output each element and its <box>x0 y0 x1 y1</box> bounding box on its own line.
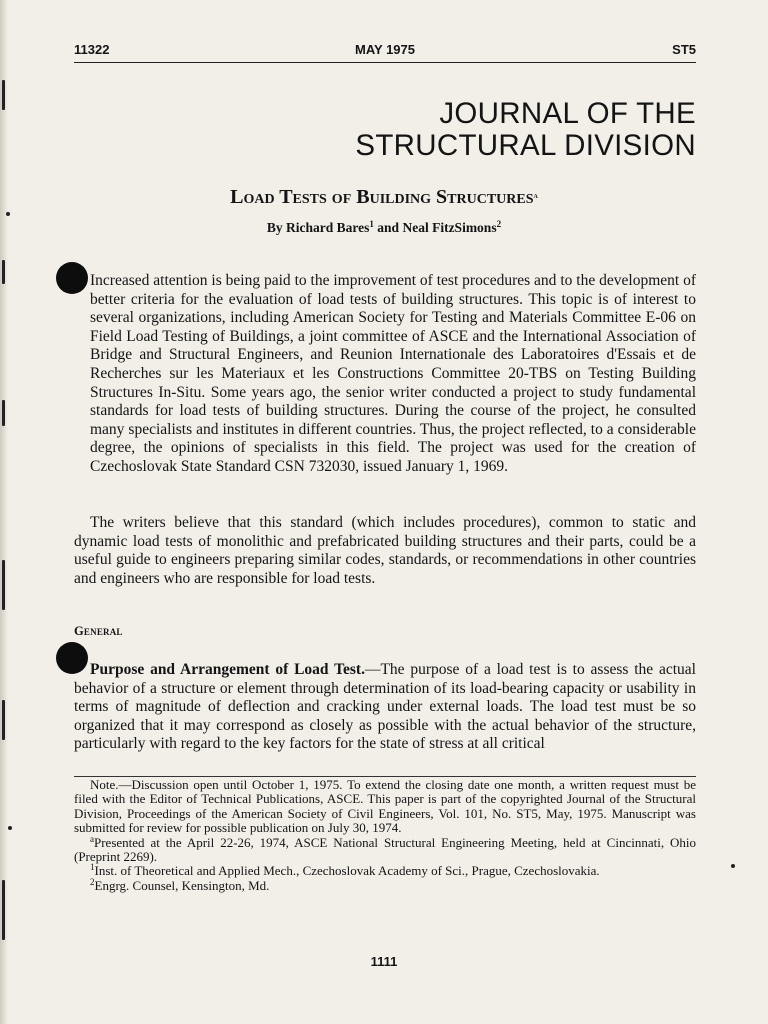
footnote-mark: 2 <box>90 876 95 887</box>
footnote-a <box>74 833 696 865</box>
body-paragraph <box>74 272 696 477</box>
footnote-1 <box>74 864 696 878</box>
paper-number: 11322 <box>74 42 110 57</box>
author-footnote-mark: 2 <box>496 219 502 229</box>
paragraph-text: The writers believe that this standard (which includes procedures), common to static and dynamic load tests of monolithic and prefabricated building structures and their parts, could be a useful guide to engineers preparing similar codes, standards, or recommendations in other countries and engineers who are responsible for load tests. <box>74 514 696 587</box>
paragraph-text: Increased attention is being paid to the improvement of test procedures and to the development of better criteria for the evaluation of load tests of building structures. This topic is of interest to several organizations, including American Society for Testing and Materials Committee E-06 on Field Load Testing of Buildings, a joint committee of ASCE and the International Association of Bridge and Structural Engineers, and Reunion Internationale des Laboratoires d'Essais et de Recherches sur les Materiaux et les Constructions Committee 20-TBS on Testing Building Structures In-Situ. Some years ago, the senior writer conducted a project to study fundamental standards for load tests of building structures. During the course of the project, he consulted many specialists and institutes in different countries. Thus, the project reflected, to a considerable degree, the opinions of specialists in this field. The project was used for the creation of Czechoslovak State Standard CSN 732030, issued January 1, 1969. <box>90 272 696 475</box>
byline-by: By <box>266 220 283 235</box>
section-heading: General <box>74 624 123 638</box>
scan-speck <box>8 826 12 830</box>
header-rule <box>74 62 696 63</box>
footnote-2 <box>74 876 696 893</box>
scan-edge-mark <box>2 80 5 110</box>
footnote-mark: a <box>90 833 94 844</box>
article-title-footnote-mark: a <box>533 190 538 200</box>
footnote-text: Inst. of Theoretical and Applied Mech., Czechoslovak Academy of Sci., Prague, Czechoslovakia. <box>94 863 600 879</box>
footnote-text: Engrg. Counsel, Kensington, Md. <box>94 877 270 893</box>
scan-edge-mark <box>2 880 5 940</box>
scan-speck <box>6 212 10 216</box>
scan-speck <box>731 864 735 868</box>
journal-title-line2: STRUCTURAL DIVISION <box>355 129 696 162</box>
author-footnote-mark: 1 <box>369 219 374 229</box>
run-in-heading: Purpose and Arrangement of Load Test. <box>90 661 365 678</box>
article-title <box>0 186 768 209</box>
page-number: 1111 <box>370 954 398 969</box>
scan-edge-shadow <box>0 0 8 1024</box>
body-paragraph <box>74 514 696 588</box>
issue-date: MAY 1975 <box>355 42 415 57</box>
scan-edge-mark <box>2 560 5 610</box>
byline-and: and <box>377 220 400 235</box>
journal-title-line1: JOURNAL OF THE <box>439 97 696 130</box>
footnotes <box>74 778 696 893</box>
scan-edge-mark <box>2 400 5 426</box>
body-paragraph <box>74 661 696 754</box>
running-header <box>74 42 696 62</box>
issue-code: ST5 <box>672 42 696 57</box>
footnote-text: Presented at the April 22-26, 1974, ASCE National Structural Engineering Meeting, held at Cincinnati, Ohio (Preprint 2269). <box>74 834 696 865</box>
discussion-note: Note.—Discussion open until October 1, 1975. To extend the closing date one month, a written request must be filed with the Editor of Technical Publications, ASCE. This paper is part of the copyrighted Journal of the Structural Division, Proceedings of the American Society of Civil Engineers, Vol. 101, No. ST5, May, 1975. Manuscript was submitted for review for possible publication on July 30, 1974. <box>74 777 696 836</box>
paragraph-text <box>74 661 696 754</box>
byline <box>0 220 768 236</box>
paragraph-body: —The purpose of a load test is to assess the actual behavior of a structure or element through determination of its load-bearing capacity or usability in terms of magnitude of deflection and cracking under external loads. The load test must be so organized that it may correspond as closely as possible with the actual behavior of the structure, particularly with regard to the key factors for the state of stress at all critical <box>74 661 696 753</box>
journal-title <box>355 98 696 162</box>
scan-edge-mark <box>2 700 5 740</box>
footnote-mark: 1 <box>90 862 95 873</box>
scan-edge-mark <box>2 260 5 284</box>
article-title-text: Load Tests of Building Structures <box>230 186 534 208</box>
author-name: Neal FitzSimons <box>402 220 497 235</box>
author-name: Richard Bares <box>286 220 370 235</box>
